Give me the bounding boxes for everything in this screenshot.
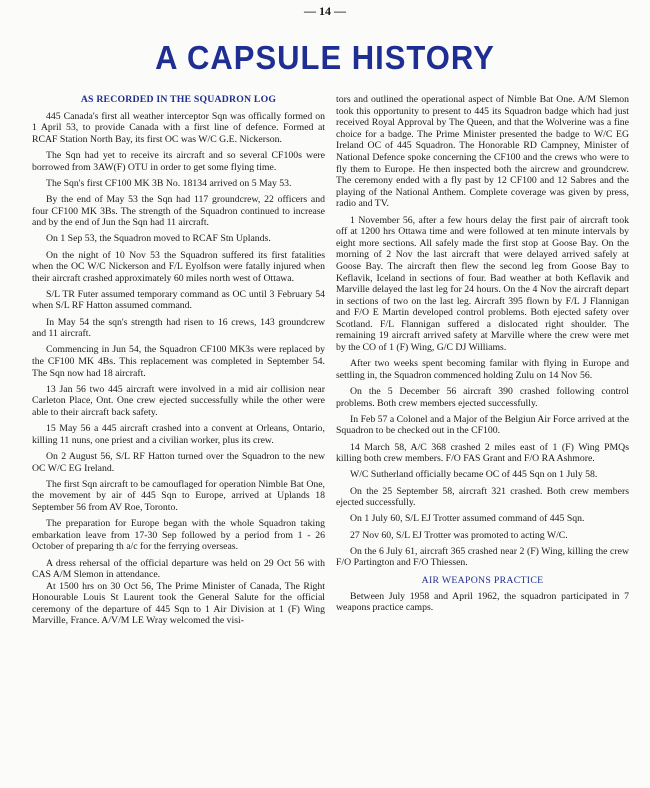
paragraph: In Feb 57 a Colonel and a Major of the Belgiun Air Force arrived at the Squadron to be checked out in the CF100. bbox=[336, 413, 629, 437]
paragraph: The first Sqn aircraft to be camouflaged for operation Nimble Bat One, the movement by air of 445 Sqn to Europe, arrived at Uplands 18 September 56 from AV Roe, Toronto. bbox=[32, 478, 325, 513]
paragraph: On the 5 December 56 aircraft 390 crashed following control problems. Both crew members ejected successfully. bbox=[336, 386, 629, 409]
left-section-heading: AS RECORDED IN THE SQUADRON LOG bbox=[80, 94, 277, 105]
paragraph: S/L TR Futer assumed temporary command as OC until 3 February 54 when S/L RF Hatton assumed command. bbox=[32, 288, 325, 312]
paragraph: Commencing in Jun 54, the Squadron CF100 MK3s were replaced by the CF100 MK 4Bs. This replacement was completed in September 54. The Sqn now had 18 aircraft. bbox=[32, 344, 325, 379]
page-number: — 14 — bbox=[304, 4, 346, 18]
paragraph: On 1 July 60, S/L EJ Trotter assumed command of 445 Sqn. bbox=[350, 513, 585, 525]
paragraph: On 2 August 56, S/L RF Hatton turned over the Squadron to the new OC W/C EG Ireland. bbox=[32, 450, 325, 474]
right-column bbox=[336, 94, 629, 618]
paragraph: At 1500 hrs on 30 Oct 56, The Prime Minister of Canada, The Right Honourable Louis St Laurent took the General Salute for the official ceremony of the departure of 445 Sqn to 1 Air Division at 1 (F) Wing Marville, France. A/V/M LE Wray welcomed the visi- bbox=[32, 580, 325, 627]
paragraph: The Sqn had yet to receive its aircraft and so several CF100s were borrowed from 3AW(F) OTU in order to get some flying time. bbox=[32, 149, 325, 173]
paragraph: By the end of May 53 the Sqn had 117 groundcrew, 22 officers and four CF100 MK 3Bs. The strength of the Squadron continued to increase and by the end of Jun the Sqn had 11 aircraft. bbox=[32, 193, 325, 229]
paragraph: 445 Canada's first all weather interceptor Sqn was offically formed on 1 April 53, to provide Canada with a first line of defence. Formed at RCAF Station North Bay, its first OC was W/C G.E. Nickerson. bbox=[32, 110, 325, 145]
air-weapons-heading: AIR WEAPONS PRACTICE bbox=[421, 574, 544, 586]
paragraph: 14 March 58, A/C 368 crashed 2 miles east of 1 (F) Wing PMQs killing both crew members. F/O FAS Grant and F/O RA Ashmore. bbox=[336, 441, 629, 465]
paragraph-continuation: tors and outlined the operational aspect of Nimble Bat One. A/M Slemon took this opportunity to present to 445 its Squadron badge which had just received Royal Approval by The Queen, and that the Wolverine was a fine choice for a badge. The Prime Minister presented the badge to W/C EG Ireland OC of 445 Squadron. The Honorable RD Campney, Minister of National Defence spoke concerning the CF100 and the crews who were to fly them to Europe. He then inspected both the aircrew and groundcrew. The ceremony ended with a fly past by 12 CF100 and 12 Sabres and the playing of the National Anthem. Complete coverage was given by press, radio and TV. bbox=[336, 94, 629, 210]
paragraph: On the 6 July 61, aircraft 365 crashed near 2 (F) Wing, killing the crew F/O Partington and F/O Thiessen. bbox=[336, 545, 629, 569]
paragraph: On 1 Sep 53, the Squadron moved to RCAF Stn Uplands. bbox=[46, 233, 271, 245]
paragraph: W/C Sutherland officially became OC of 445 Sqn on 1 July 58. bbox=[350, 469, 598, 481]
paragraph: On the night of 10 Nov 53 the Squadron suffered its first fatalities when the OC W/C Nickerson and F/L Eyolfson were fatally injured when their aircraft crashed approximately 60 miles north west of Ottawa. bbox=[32, 249, 325, 284]
paragraph: A dress rehersal of the official departure was held on 29 Oct 56 with CAS A/M Slemon in attendance. bbox=[32, 557, 325, 581]
paragraph: 1 November 56, after a few hours delay the first pair of aircraft took off at 1200 hrs Ottawa time and were followed at ten minute intervals by eight more sections. All safely made the first stop at Goose Bay. On the morning of 2 Nov the last aircraft that were delayed arrived safely at Goose Bay. The aircraft then flew the second leg from Goose Bay to Keflavik, Iceland in sections of four. Bad weather at both Keflavik and Marville delayed the last leg for 24 hours. On the 4 Nov the aircraft depart in sections of two on the last leg. Aircraft 395 flown by F/L J Flannigan and F/O E Martin developed control problems. Both ejected safety over Scotland. F/L Flannigan suffered a dislocated right shoulder. The remaining 19 aircraft arrived safety at Marville where the crew were met by the CO of 1 (F) Wing, G/C DJ Williams. bbox=[336, 214, 629, 354]
paragraph: 15 May 56 a 445 aircraft crashed into a convent at Orleans, Ontario, killing 11 nuns, one priest and a civilian worker, plus its crew. bbox=[32, 423, 325, 446]
paragraph: In May 54 the sqn's strength had risen to 16 crews, 143 groundcrew and 11 aircraft. bbox=[32, 316, 325, 340]
paragraph: The preparation for Europe began with the whole Squadron taking embarkation leave from 17-30 Sep followed by a period from 1 - 26 October of preparing th a/c for the ferrying overseas. bbox=[32, 518, 325, 553]
paragraph: Between July 1958 and April 1962, the squadron participated in 7 weapons practice camps. bbox=[336, 590, 629, 614]
paragraph: On the 25 September 58, aircraft 321 crashed. Both crew members ejected successfully. bbox=[336, 485, 629, 509]
paragraph: 27 Nov 60, S/L EJ Trotter was promoted to acting W/C. bbox=[350, 529, 568, 541]
paragraph: After two weeks spent becoming familar with flying in Europe and settling in, the Squadron commenced holding Zulu on 14 Nov 56. bbox=[336, 358, 629, 381]
paragraph: 13 Jan 56 two 445 aircraft were involved in a mid air collision near Carleton Place, Ont. One crew ejected successfully while the other were able to their aircraft back safety. bbox=[32, 383, 325, 418]
left-column bbox=[32, 94, 325, 632]
page-title: A CAPSULE HISTORY bbox=[155, 38, 495, 77]
paragraph: The Sqn's first CF100 MK 3B No. 18134 arrived on 5 May 53. bbox=[46, 177, 292, 189]
